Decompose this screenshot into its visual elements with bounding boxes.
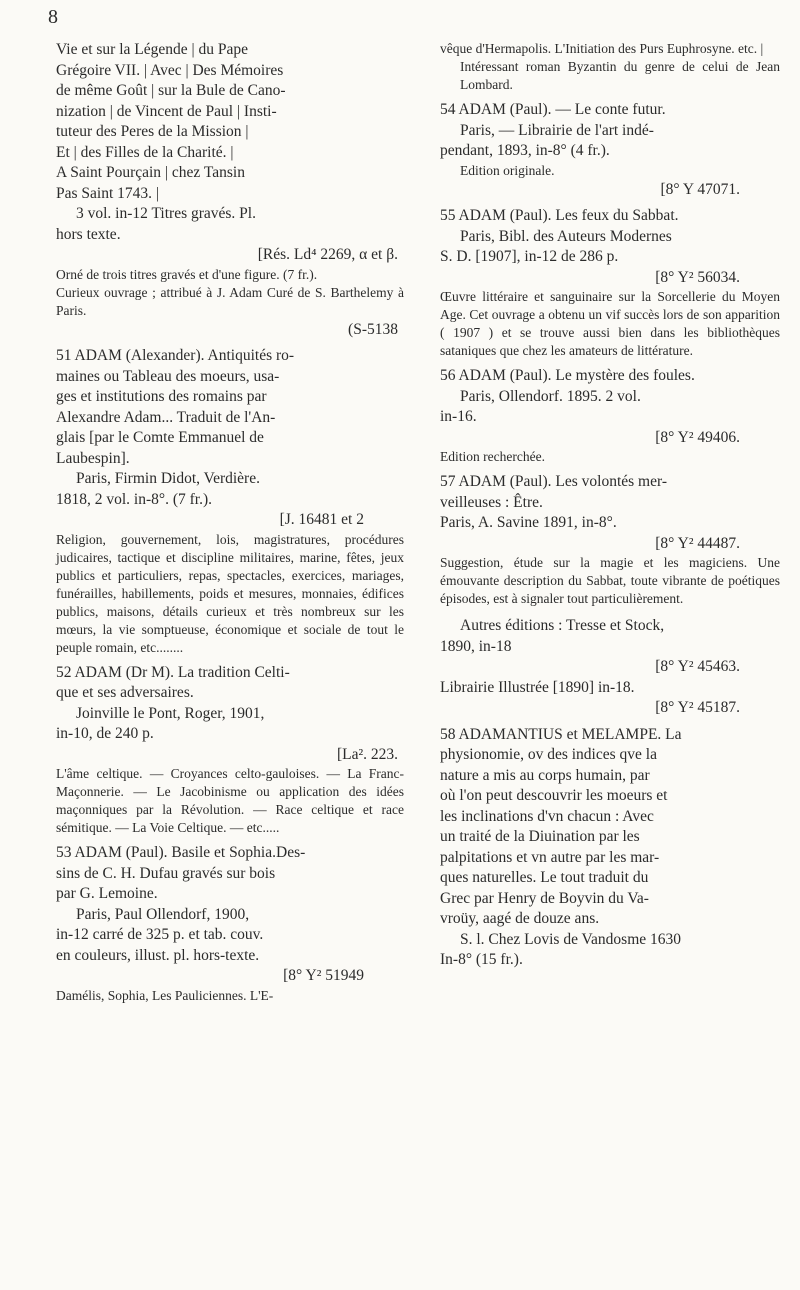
text-line: ges et institutions des romains par bbox=[56, 388, 267, 405]
note: Intéressant roman Byzantin du genre de celui de Jean Lombard. bbox=[460, 59, 780, 92]
text-line: Grec par Henry de Boyvin du Va- bbox=[440, 889, 649, 907]
text-line: Librairie Illustrée [1890] in-18. bbox=[440, 678, 635, 696]
entry-52 bbox=[56, 663, 404, 838]
text-line: 3 vol. in-12 Titres gravés. Pl. bbox=[76, 205, 256, 222]
text-line: sins de C. H. Dufau gravés sur bois bbox=[56, 864, 276, 882]
imprint-line: Joinville le Pont, Roger, 1901, bbox=[76, 704, 265, 722]
note: L'âme celtique. — Croyances celto-gauloises. — La Franc-Maçonnerie. — Le Jacobinisme ou application des idées maçonniques par la Révolution. — Race celtique et race sémitique. — La Voie Celtique. — etc..... bbox=[56, 766, 404, 835]
text-line: en couleurs, illust. pl. hors-texte. bbox=[56, 946, 260, 964]
text-line: in-10, de 240 p. bbox=[56, 725, 154, 742]
text-line: vroüy, aagé de douze ans. bbox=[440, 910, 600, 927]
page-number: 8 bbox=[48, 6, 58, 28]
text-line: par G. Lemoine. bbox=[56, 885, 158, 902]
text-line: pendant, 1893, in-8° (4 fr.). bbox=[440, 142, 610, 159]
text-line: Autres éditions : Tresse et Stock, bbox=[460, 617, 665, 634]
shelf-reference: [8° Y² 45463. bbox=[655, 658, 740, 675]
entry-heading: 54 ADAM (Paul). — Le conte futur. bbox=[440, 101, 666, 118]
note: Damélis, Sophia, Les Pauliciennes. L'E- bbox=[56, 987, 274, 1003]
note: Religion, gouvernement, lois, magistratures, procédures judicaires, tactique et discipline militaires, marine, fêtes, jeux publics et particuliers, repas, spectacles, exercices, mariages, funérailles, habillements, poids et mesures, monnaies, édifices publics, maisons, détails curieux et très nombreux sur les mœurs, la vie somptueuse, économique et sociale de tout le peuple romain, etc........ bbox=[56, 531, 404, 655]
text-line: Et | des Filles de la Charité. | bbox=[56, 143, 234, 161]
text-line: palpitations et vn autre par les mar- bbox=[440, 848, 660, 866]
text-line: Grégoire VII. | Avec | Des Mémoires bbox=[56, 61, 284, 79]
text-line: maines ou Tableau des moeurs, usa- bbox=[56, 367, 280, 385]
text-line: les inclinations d'vn chacun : Avec bbox=[440, 807, 654, 825]
text-line: S. D. [1907], in-12 de 286 p. bbox=[440, 248, 619, 265]
imprint-line: Paris, Ollendorf. 1895. 2 vol. bbox=[460, 387, 641, 405]
shelf-reference: [8° Y² 56034. bbox=[655, 268, 740, 286]
entry-55 bbox=[440, 206, 780, 360]
text-line: veilleuses : Être. bbox=[440, 493, 543, 511]
shelf-reference: [8° Y² 51949 bbox=[283, 967, 364, 984]
entry-58 bbox=[440, 725, 780, 971]
shelf-reference: (S-5138 bbox=[348, 320, 398, 338]
entry-heading: 52 ADAM (Dr M). La tradition Celti- bbox=[56, 663, 290, 681]
text-line: physionomie, ov des indices qve la bbox=[440, 746, 657, 763]
shelf-reference: [8° Y² 49406. bbox=[655, 428, 740, 446]
shelf-reference: [Rés. Ld⁴ 2269, α et β. bbox=[257, 246, 398, 263]
text-line: Vie et sur la Légende | du Pape bbox=[56, 41, 248, 58]
entry-51 bbox=[56, 346, 404, 657]
imprint-line: Paris, — Librairie de l'art indé- bbox=[460, 121, 654, 139]
note: Suggestion, étude sur la magie et les magiciens. Une émouvante description du Sabbat, toute vibrante de poétiques épisodes, est à signaler tout particulièrement. bbox=[440, 555, 780, 606]
text-line: de même Goût | sur la Bule de Cano- bbox=[56, 82, 286, 99]
note: Œuvre littéraire et sanguinaire sur la Sorcellerie du Moyen Age. Cet ouvrage a obtenu un vif succès lors de son apparition ( 1907 ) et se trouve aussi bien dans les bibliothèques sataniques que chez les amateurs de littérature. bbox=[440, 289, 780, 358]
note: Curieux ouvrage ; attribué à J. Adam Curé de S. Barthelemy à Paris. bbox=[56, 284, 404, 318]
text-line: tuteur des Peres de la Mission | bbox=[56, 123, 249, 140]
text-line: Alexandre Adam... Traduit de l'An- bbox=[56, 408, 276, 426]
entry-57 bbox=[440, 472, 780, 719]
shelf-reference: [8° Y² 45187. bbox=[655, 699, 740, 716]
shelf-reference: [8° Y 47071. bbox=[660, 180, 740, 198]
entry-heading: 51 ADAM (Alexander). Antiquités ro- bbox=[56, 347, 295, 364]
text-line: A Saint Pourçain | chez Tansin bbox=[56, 164, 245, 181]
text-line: Pas Saint 1743. | bbox=[56, 184, 159, 202]
entry-53 bbox=[56, 843, 404, 1005]
text-line: hors texte. bbox=[56, 225, 121, 243]
shelf-reference: [8° Y² 44487. bbox=[655, 534, 740, 552]
text-line: nature a mis au corps humain, par bbox=[440, 766, 650, 784]
text-line: glais [par le Comte Emmanuel de bbox=[56, 429, 264, 446]
text-line: que et ses adversaires. bbox=[56, 684, 194, 701]
entry-54 bbox=[440, 100, 780, 200]
imprint-line: Paris, A. Savine 1891, in-8°. bbox=[440, 514, 617, 531]
right-column bbox=[440, 40, 780, 971]
text-line: nization | de Vincent de Paul | Insti- bbox=[56, 102, 277, 120]
text-line: 1818, 2 vol. in-8°. (7 fr.). bbox=[56, 490, 213, 508]
imprint-line: S. l. Chez Lovis de Vandosme 1630 bbox=[460, 930, 682, 948]
entry-heading: 55 ADAM (Paul). Les feux du Sabbat. bbox=[440, 207, 679, 224]
text-line: In-8° (15 fr.). bbox=[440, 951, 523, 968]
entry-heading: 58 ADAMANTIUS et MELAMPE. La bbox=[440, 725, 682, 743]
imprint-line: Paris, Firmin Didot, Verdière. bbox=[76, 470, 260, 487]
text-line: un traité de la Diuination par les bbox=[440, 828, 640, 845]
text-line: ques naturelles. Le tout traduit du bbox=[440, 869, 649, 886]
entry-heading: 53 ADAM (Paul). Basile et Sophia.Des- bbox=[56, 844, 306, 861]
left-column bbox=[56, 40, 404, 1005]
shelf-reference: [La². 223. bbox=[336, 745, 398, 763]
text-line: 1890, in-18 bbox=[440, 637, 512, 655]
imprint-line: Paris, Paul Ollendorf, 1900, bbox=[76, 905, 250, 923]
note: Edition recherchée. bbox=[440, 449, 545, 464]
shelf-reference: [J. 16481 et 2 bbox=[279, 511, 364, 528]
note: Edition originale. bbox=[460, 162, 555, 178]
text-line: où l'on peut descouvrir les moeurs et bbox=[440, 787, 668, 804]
entry-heading: 57 ADAM (Paul). Les volontés mer- bbox=[440, 473, 667, 490]
note: Orné de trois titres gravés et d'une figure. (7 fr.). bbox=[56, 266, 318, 282]
text-line: in-12 carré de 325 p. et tab. couv. bbox=[56, 926, 264, 943]
note: vêque d'Hermapolis. L'Initiation des Purs Euphrosyne. etc. | bbox=[440, 41, 764, 56]
entry-heading: 56 ADAM (Paul). Le mystère des foules. bbox=[440, 367, 695, 384]
text-line: Laubespin]. bbox=[56, 449, 130, 467]
entry-56 bbox=[440, 366, 780, 466]
imprint-line: Paris, Bibl. des Auteurs Modernes bbox=[460, 227, 672, 245]
text-line: in-16. bbox=[440, 408, 477, 425]
